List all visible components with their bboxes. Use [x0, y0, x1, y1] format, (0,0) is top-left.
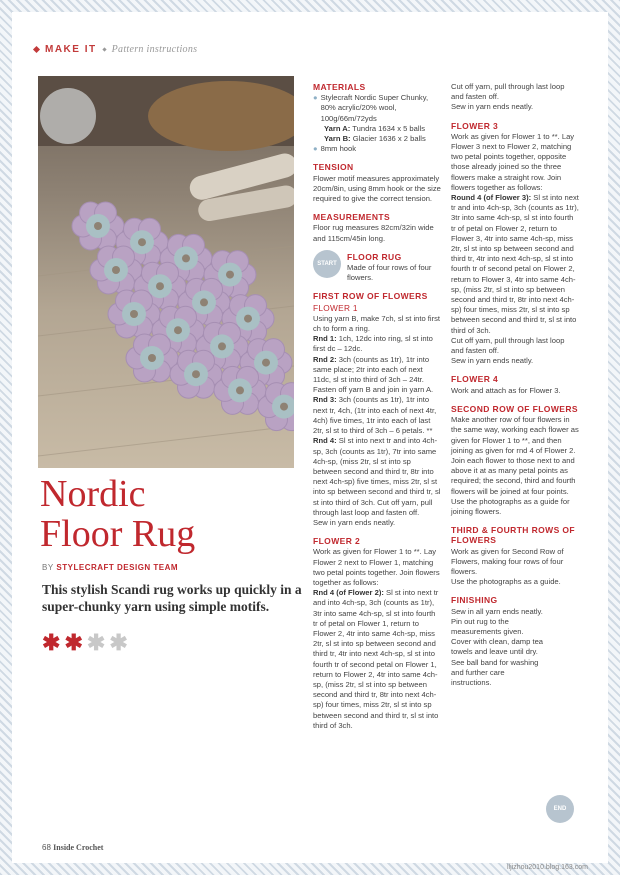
second-row-heading: SECOND ROW OF FLOWERS — [451, 403, 578, 414]
finishing-heading: FINISHING — [451, 595, 498, 606]
floor-rug-intro — [313, 250, 441, 284]
rug-photo — [38, 76, 294, 468]
intro-text: This stylish Scandi rug works up quickly in a super-chunky yarn using simple motifs. — [42, 582, 302, 614]
instructions-column-2 — [451, 82, 579, 688]
difficulty-star-icon: ✱ — [109, 630, 128, 655]
section-header — [34, 44, 197, 55]
materials-yarn-b: Yarn B: Glacier 1636 x 2 balls — [324, 134, 426, 144]
flower-3-rnd-4: Round 4 (of Flower 3): Sl st into next tr and into 4ch-sp, 3ch (counts as 1tr), 3tr into same 4ch-sp, sl st into fourth tr of petal on Flower 2, return to Flower 3, 4tr into same 4ch-sp, miss 2tr, sl st into sp between second and third tr, 4tr into next 4ch-sp, sl st into fourth tr of second petal on Flower 2, return to Flower 3, 4tr into same 4ch-sp, (miss 2tr, sl st into sp between second and third tr, 8tr into next 4ch-sp) four times, miss 2tr, sl st into sp between second and third tr, sl st into third of 3ch. — [451, 193, 579, 335]
page-footer — [42, 843, 103, 852]
end-badge: END — [546, 795, 574, 823]
materials-yarn: ● Stylecraft Nordic Super Chunky, 80% acrylic/20% wool, 100g/66m/72yds — [313, 93, 429, 123]
make-it-label: MAKE IT — [45, 44, 97, 55]
flower-1-rnd-4: Rnd 4: Sl st into next tr and into 4ch-sp, 3ch (counts as 1tr), 7tr into same 4ch-sp, (miss 2tr, sl st into sp between second and third tr, 8tr into next 4ch-sp) five times, miss 2tr, sl st into sp between second and third tr, sl st into third of 3ch. Cut off yarn, pull through last loop and fasten off. — [313, 436, 441, 517]
materials-hook: ● 8mm hook — [313, 144, 357, 154]
flower-4-text: Work and attach as for Flower 3. — [451, 385, 561, 395]
first-row-heading: FIRST ROW OF FLOWERS — [313, 291, 428, 302]
title-line-2: Floor Rug — [40, 513, 196, 555]
watermark-credit: lljizhou2010.blog.163.com — [507, 864, 588, 871]
title-line-1: Nordic — [40, 473, 146, 515]
floor-rug-heading: FLOOR RUG — [347, 251, 402, 262]
article-title — [40, 474, 300, 554]
flower-2-sew: Sew in yarn ends neatly. — [451, 102, 534, 112]
flower-3-cut: Cut off yarn, pull through last loop and fasten off. — [451, 335, 565, 356]
finishing-text: Sew in all yarn ends neatly. Pin out rug to the measurements given. Cover with clean, damp tea towels and leave until dry. See ball band for washing and further care instructions. — [451, 606, 544, 687]
flower-1-rnd-1: Rnd 1: 1ch, 12dc into ring, sl st into first dc – 12dc. — [313, 334, 433, 354]
flower-2-rnd-4: Rnd 4 (of Flower 2): Sl st into next tr and into 4ch-sp, 3ch (counts as 1tr), 3tr into same 4ch-sp, sl st into fourth tr of petal on Flower 1, return to Flower 2, 4tr into same 4ch-sp, miss 2tr, sl st into sp between second and third tr, 4tr into next 4ch-sp, sl st into fourth tr of second petal on Flower 1, return to Flower 2, 4tr into same 4ch-sp, (miss 2tr, sl st into sp between second and third tr, 8tr into next 4ch-sp) four times, miss 2tr, sl st into sp between second and third tr, sl st into third of 3ch. — [313, 588, 439, 730]
flower-3-text: Work as given for Flower 1 to **. Lay Flower 3 next to Flower 2, matching two petal points together, opposite those already joined so the three flowers make a straight row. Join flowers together as follows: — [451, 131, 575, 192]
materials-yarn-a: Yarn A: Tundra 1634 x 5 balls — [324, 123, 426, 133]
measurements-heading: MEASUREMENTS — [313, 212, 391, 223]
third-fourth-text: Work as given for Second Row of Flowers, making four rows of four flowers. — [451, 546, 564, 576]
difficulty-rating — [42, 632, 128, 654]
magazine-name: Inside Crochet — [53, 843, 104, 852]
flower-3-sew: Sew in yarn ends neatly. — [451, 356, 534, 366]
materials-heading: MATERIALS — [313, 82, 366, 92]
tension-text: Flower motif measures approximately 20cm/8in, using 8mm hook or the size required to give the correct tension. — [313, 173, 441, 204]
instructions-column-1 — [313, 82, 441, 731]
flower-1-rnd-2: Rnd 2: 3ch (counts as 1tr), 1tr into same place; 2tr into each of next 11dc, sl st into third of 3ch – 24tr. Fasten off yarn B and join in yarn A. — [313, 354, 434, 395]
byline-prefix: BY — [42, 563, 54, 572]
flower-1-intro: Using yarn B, make 7ch, sl st into first ch to form a ring. — [313, 313, 441, 334]
flower-2-heading: FLOWER 2 — [313, 536, 361, 547]
floor-rug-text: Made of four rows of four flowers. — [347, 263, 432, 283]
difficulty-star-icon: ✱ — [64, 630, 83, 655]
page-number: 68 — [42, 843, 51, 852]
difficulty-star-icon: ✱ — [42, 630, 61, 655]
flower-2-cut: Cut off yarn, pull through last loop and fasten off. — [451, 82, 565, 102]
difficulty-star-icon: ✱ — [86, 630, 106, 655]
byline — [42, 563, 178, 572]
flower-4-heading: FLOWER 4 — [451, 374, 499, 385]
flower-1-rnd-3: Rnd 3: 3ch (counts as 1tr), 1tr into next tr, 4ch, (1tr into each of next 4tr, 4ch) five times, 1tr into each of last 2tr, sl st to third of 3ch – 6 petals. ** — [313, 395, 437, 436]
second-row-photos: Use the photographs as a guide for joining flowers. — [451, 496, 570, 516]
byline-team: STYLECRAFT DESIGN TEAM — [56, 563, 179, 572]
flower-1-sew: Sew in yarn ends neatly. — [313, 517, 396, 527]
flower-2-text: Work as given for Flower 1 to **. Lay Flower 2 next to Flower 1, matching two petal points together. Join flowers together as follows: — [313, 547, 440, 587]
diamond-icon — [102, 47, 106, 51]
measurements-text: Floor rug measures 82cm/32in wide and 115cm/45in long. — [313, 223, 434, 243]
start-badge: START — [313, 250, 341, 278]
pattern-instructions-label: Pattern instructions — [111, 44, 198, 55]
third-fourth-heading: THIRD & FOURTH ROWS OF FLOWERS — [451, 525, 576, 546]
second-row-text: Make another row of four flowers in the same way, working each flower as given for Flower 1 to **, and then joining as given for rnd 4 of Flower 2. Join each flower to those next to and above it at as many petal points as required; the second, third and fourth flowers will be joined at four points. — [451, 415, 579, 496]
flower-3-heading: FLOWER 3 — [451, 120, 499, 131]
diamond-icon — [33, 46, 40, 53]
third-fourth-photos: Use the photographs as a guide. — [451, 577, 561, 587]
tension-heading: TENSION — [313, 162, 354, 173]
flower-1-heading: FLOWER 1 — [313, 302, 358, 313]
